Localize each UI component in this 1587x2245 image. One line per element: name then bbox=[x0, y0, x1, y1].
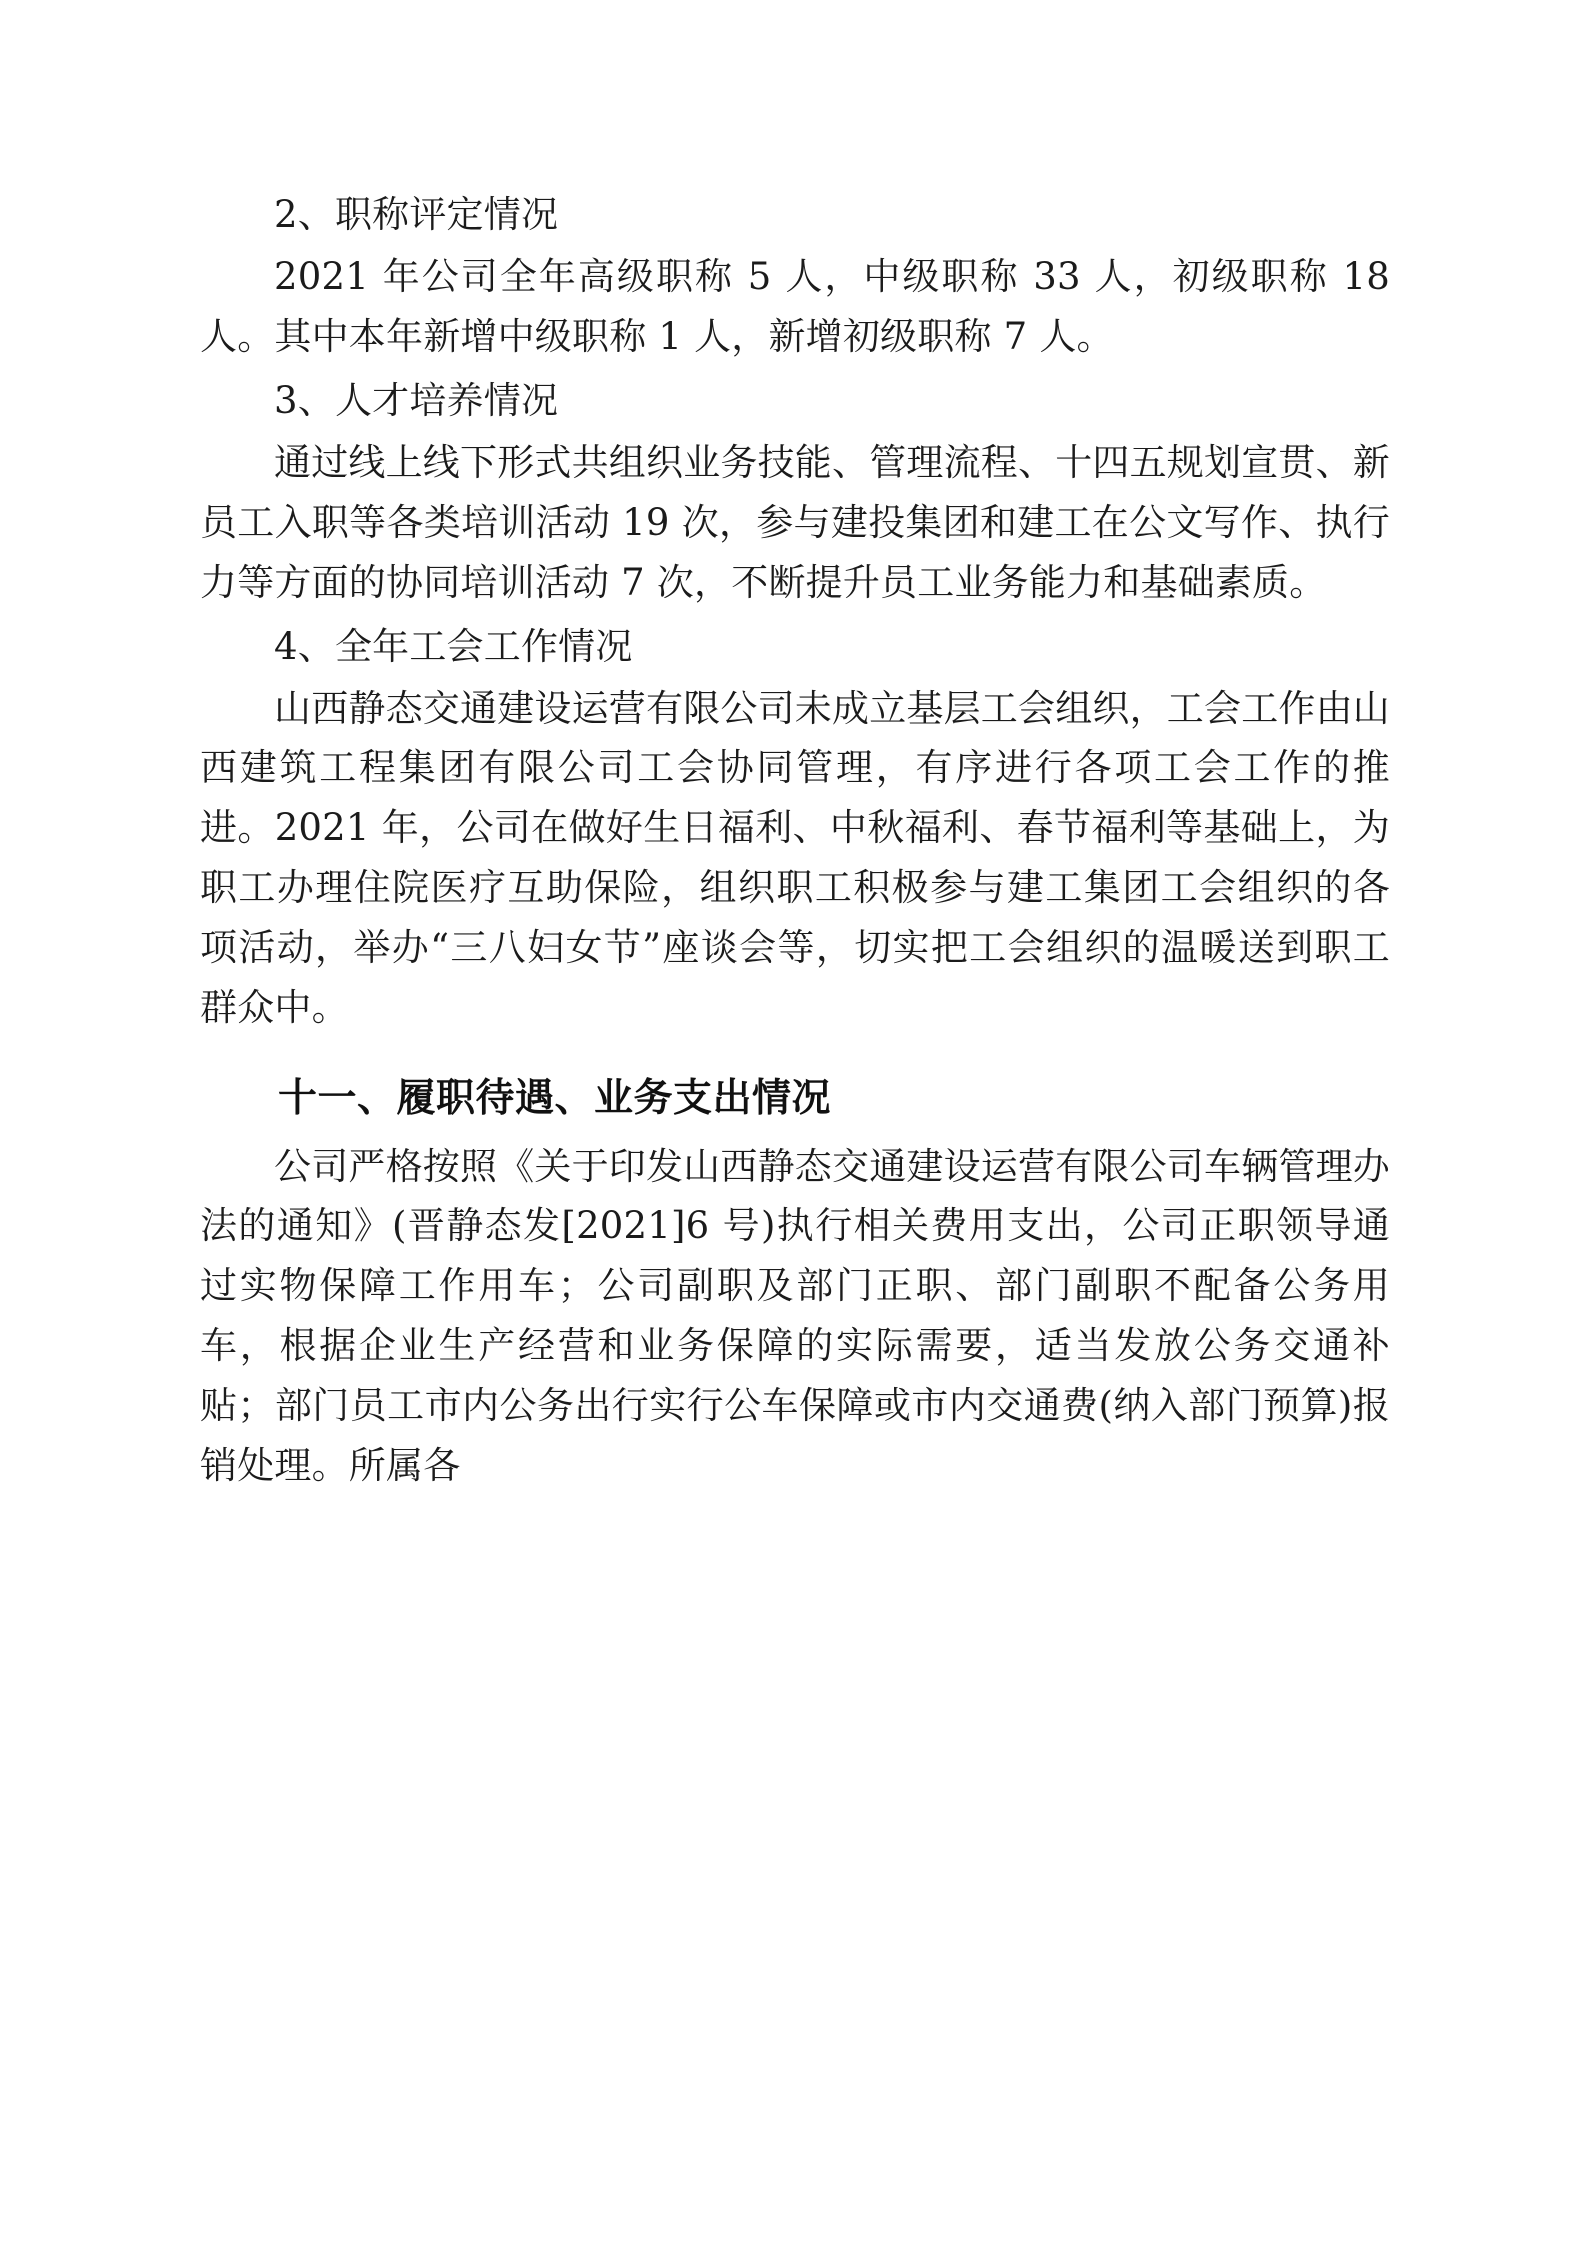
paragraph-title-evaluation: 2021 年公司全年高级职称 5 人，中级职称 33 人，初级职称 18 人。其中本年新增中级职称 1 人，新增初级职称 7 人。 bbox=[200, 254, 1390, 358]
paragraph-talent-training: 通过线上线下形式共组织业务技能、管理流程、十四五规划宣贯、新员工入职等各类培训活动 19 次，参与建投集团和建工在公文写作、执行力等方面的协同培训活动 7 次，不断提升员工业务能力和基础素质。 bbox=[200, 440, 1390, 604]
paragraph-union-work: 山西静态交通建设运营有限公司未成立基层工会组织，工会工作由山西建筑工程集团有限公司工会协同管理，有序进行各项工会工作的推进。2021 年，公司在做好生日福利、中秋福利、春节福利等基础上，为职工办理住院医疗互助保险，组织职工积极参与建工集团工会组织的各项活动，举办“三八妇女节”座谈会等，切实把工会组织的温暖送到职工群众中。 bbox=[200, 686, 1390, 1030]
section-heading-eleven: 十一、履职待遇、业务支出情况 bbox=[278, 1076, 832, 1122]
heading-item-2: 2、职称评定情况 bbox=[274, 193, 559, 236]
heading-item-3: 3、人才培养情况 bbox=[274, 378, 559, 422]
heading-item-4: 4、全年工会工作情况 bbox=[274, 624, 633, 668]
document-body bbox=[200, 185, 1390, 1496]
paragraph-expense-policy: 公司严格按照《关于印发山西静态交通建设运营有限公司车辆管理办法的通知》(晋静态发[2021]6 号)执行相关费用支出，公司正职领导通过实物保障工作用车；公司副职及部门正职、部门副职不配备公务用车，根据企业生产经营和业务保障的实际需要，适当发放公务交通补贴；部门员工市内公务出行实行公车保障或市内交通费(纳入部门预算)报销处理。所属各 bbox=[200, 1144, 1390, 1488]
